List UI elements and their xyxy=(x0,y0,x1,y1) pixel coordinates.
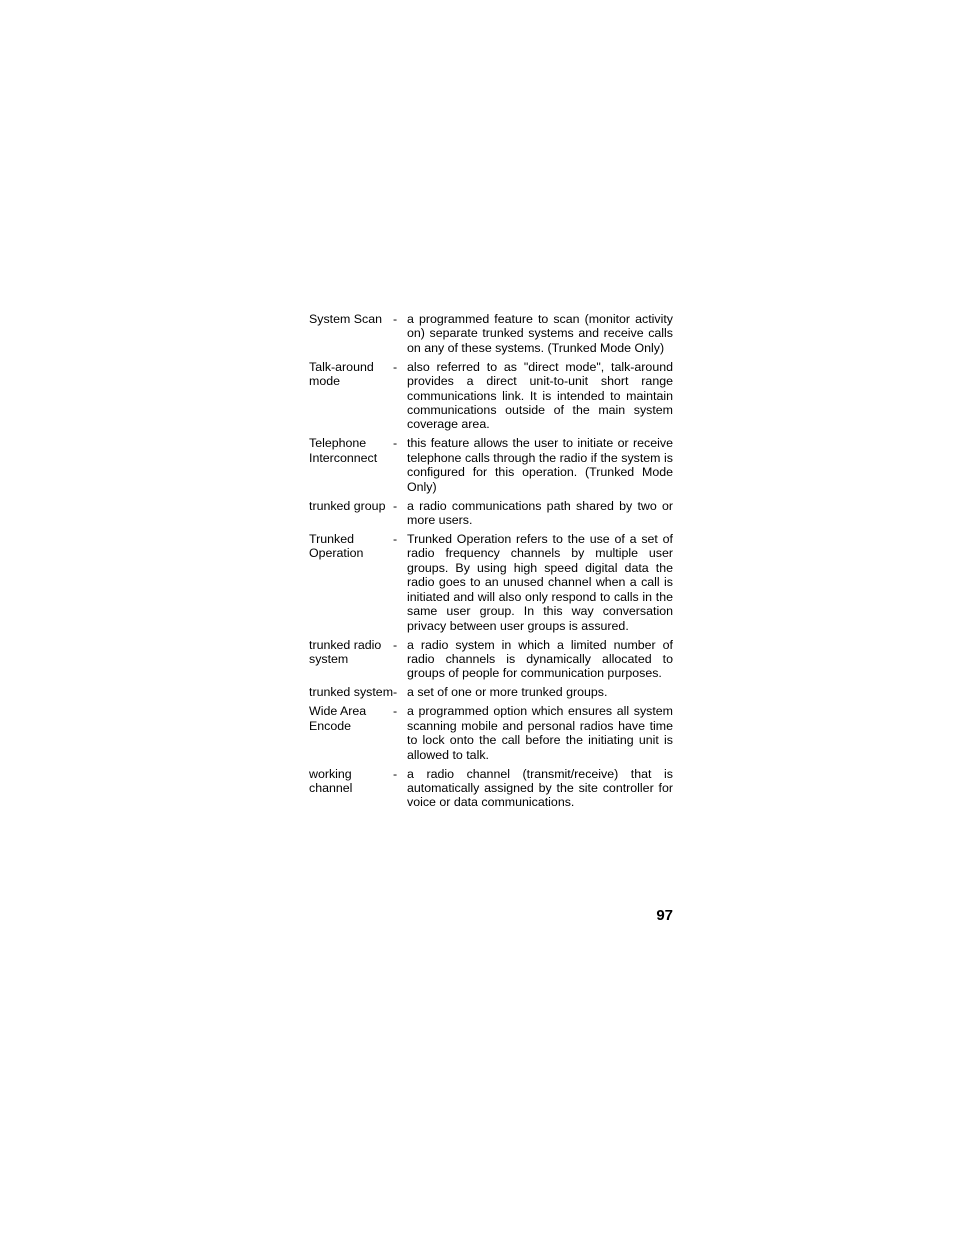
glossary-term: trunked system xyxy=(309,685,394,700)
glossary-definition: also referred to as "direct mode", talk-around provides a direct unit-to-unit short range communications link. It is intended to maintain communications outside of the main system coverage area. xyxy=(407,359,673,432)
glossary-definition: a radio channel (transmit/receive) that is automatically assigned by the site controller for voice or data communications. xyxy=(407,766,673,810)
glossary-entry xyxy=(309,499,673,528)
glossary-entry xyxy=(309,360,673,432)
glossary-dash: - xyxy=(393,532,398,547)
glossary-term: Wide Area Encode xyxy=(309,704,367,733)
glossary-dash: - xyxy=(393,359,398,374)
glossary-entry xyxy=(309,312,673,355)
glossary-entry xyxy=(309,532,673,633)
glossary-definition: a programmed feature to scan (monitor activity on) separate trunked systems and receive calls on any of these systems. (Trunked Mode Only) xyxy=(407,312,673,355)
glossary-entry xyxy=(309,685,673,699)
glossary-entry xyxy=(309,767,673,810)
glossary-entry xyxy=(309,638,673,681)
glossary-dash: - xyxy=(393,312,398,326)
glossary-dash: - xyxy=(393,436,398,451)
glossary-definition: a set of one or more trunked groups. xyxy=(407,685,608,700)
glossary-term: Trunked Operation xyxy=(309,532,364,561)
glossary-term: working channel xyxy=(309,766,353,795)
glossary-definition: a radio system in which a limited number of radio channels is dynamically allocated to groups of people for communication purposes. xyxy=(407,637,673,681)
glossary-term: Talk-around mode xyxy=(309,359,374,389)
glossary-dash: - xyxy=(393,637,398,652)
page-number: 97 xyxy=(656,907,673,924)
glossary-definition: a radio communications path shared by two or more users. xyxy=(407,498,673,528)
glossary-term: trunked radio system xyxy=(309,637,382,666)
glossary-entry xyxy=(309,704,673,762)
glossary-dash: - xyxy=(393,704,398,719)
glossary-definition: Trunked Operation refers to the use of a set of radio frequency channels by multiple user groups. By using high speed digital data the radio goes to an unused channel when a call is initiated and will also only respond to calls in the same user group. In this way conversation privacy between user groups is assured. xyxy=(407,532,673,633)
glossary-dash: - xyxy=(393,498,398,513)
glossary-definition: this feature allows the user to initiate or receive telephone calls through the radio if the system is configured for this operation. (Trunked Mode Only) xyxy=(407,436,673,494)
glossary-entry xyxy=(309,436,673,494)
glossary-term: trunked group xyxy=(309,498,386,513)
glossary-term: System Scan xyxy=(309,312,382,326)
glossary-dash: - xyxy=(393,766,398,781)
glossary-term: Telephone Interconnect xyxy=(309,436,378,465)
glossary-dash: - xyxy=(393,685,398,700)
glossary-definition: a programmed option which ensures all system scanning mobile and personal radios have time to lock onto the call before the initiating unit is allowed to talk. xyxy=(407,704,673,762)
glossary-list xyxy=(309,312,673,814)
